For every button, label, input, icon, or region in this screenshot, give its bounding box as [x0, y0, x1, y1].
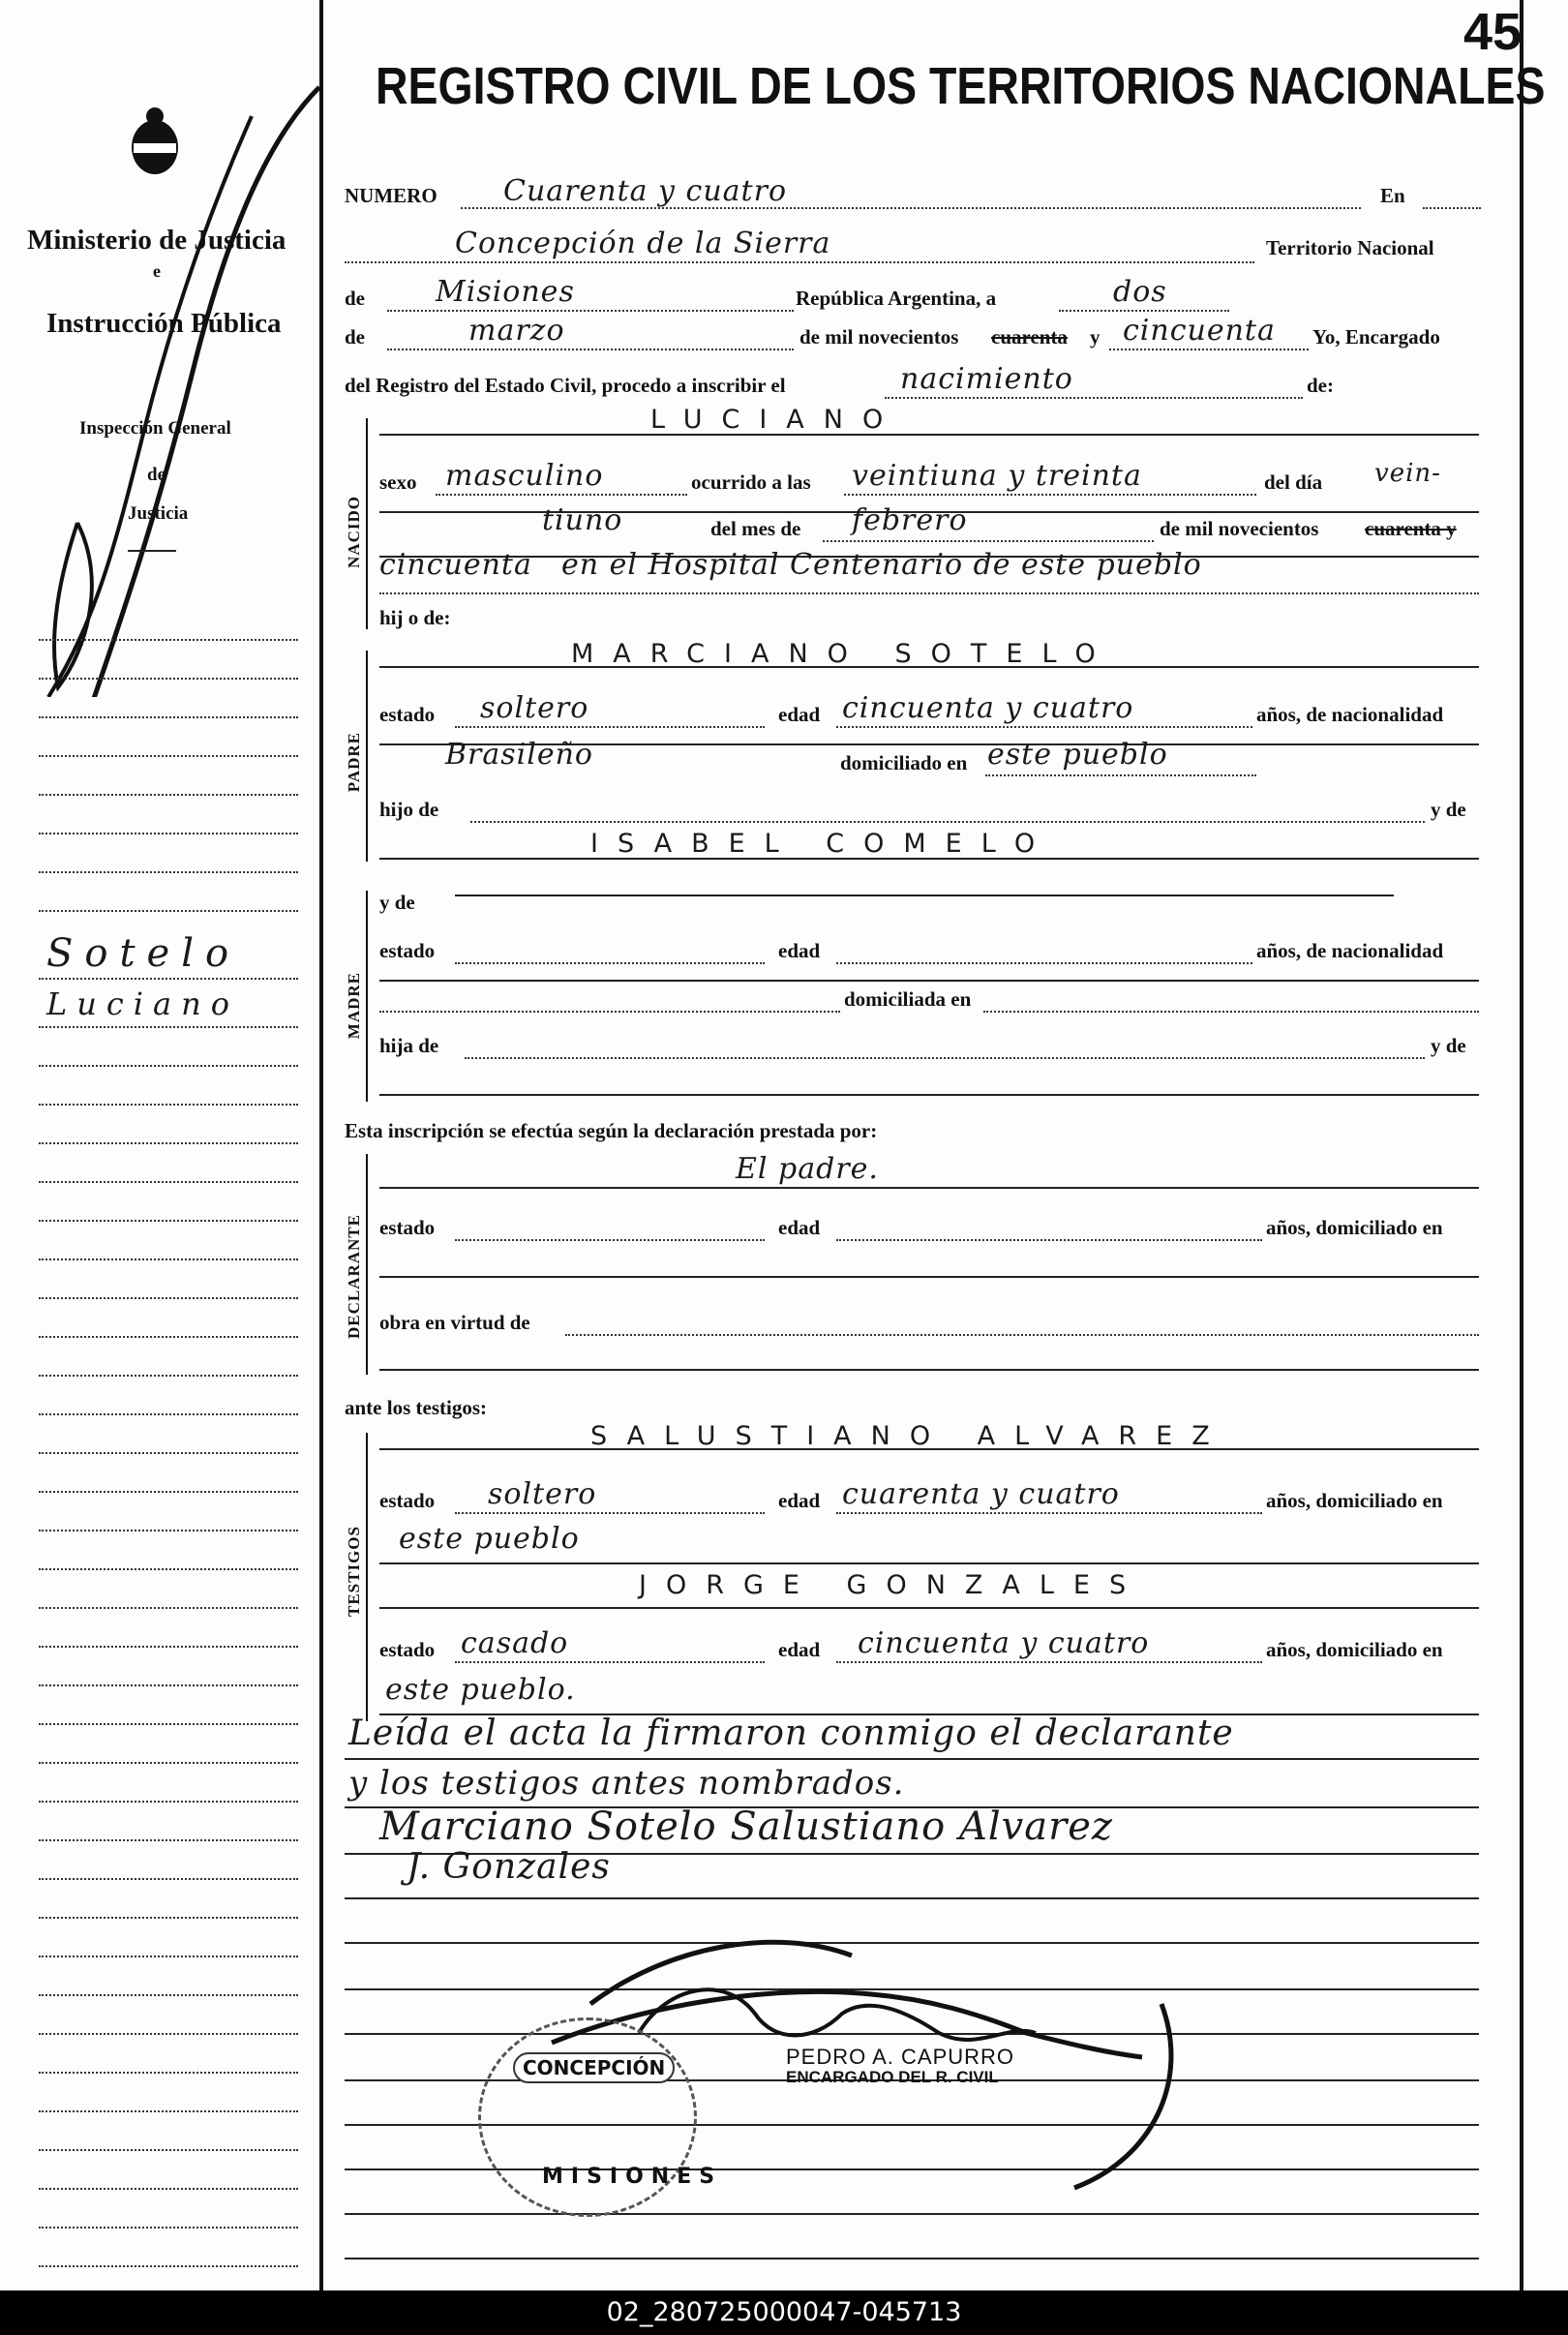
label-sexo: sexo	[379, 470, 417, 494]
dia-value-1: vein-	[1374, 459, 1441, 488]
closing-line-1: Leída el acta la firmaron conmigo el declarante	[348, 1713, 1234, 1753]
dia-registro-line	[1059, 310, 1229, 312]
territorio-line	[387, 310, 794, 312]
territorio-value: Misiones	[436, 275, 575, 309]
label-de-territorio: de	[345, 287, 365, 310]
rule	[345, 2213, 1479, 2215]
sidebar-dotted-line	[39, 2227, 298, 2229]
rule	[379, 1562, 1479, 1564]
label-cuarenta: cuarenta	[991, 325, 1068, 349]
sidebar-dotted-line	[39, 1026, 298, 1028]
label-padre-edad: edad	[778, 703, 821, 726]
rule	[379, 1607, 1479, 1609]
label-de-colon: de:	[1307, 374, 1334, 397]
sidebar-dotted-line	[39, 1723, 298, 1725]
sidebar-dotted-line	[39, 833, 298, 834]
label-de-mil: de mil novecientos	[799, 325, 959, 349]
sexo-line	[436, 494, 687, 496]
sidebar-dotted-line	[39, 1181, 298, 1183]
padre-domicilio-line	[985, 774, 1256, 776]
label-madre-hija-de: hija de	[379, 1034, 439, 1057]
sidebar-dotted-line	[39, 1413, 298, 1415]
label-madre-y-de: y de	[379, 891, 415, 914]
label-de-mil-2: de mil novecientos	[1160, 517, 1319, 540]
testigo2-edad-line	[836, 1661, 1262, 1663]
margin-signature-scribble	[19, 77, 339, 697]
label-testigo1-anios: años, domiciliado en	[1266, 1489, 1443, 1512]
madre-bracket	[366, 891, 368, 1102]
sidebar-dotted-line	[39, 2033, 298, 2035]
rule	[379, 980, 1479, 982]
label-hijo-de: hij o de:	[379, 606, 451, 629]
hora-value: veintiuna y treinta	[852, 459, 1142, 493]
page-number: 45	[1463, 3, 1523, 61]
label-del-registro: del Registro del Estado Civil, procedo a inscribir el	[345, 374, 786, 397]
sidebar-dotted-line	[39, 755, 298, 757]
sidebar-dotted-line	[39, 2265, 298, 2267]
declarante-edad-line	[836, 1239, 1262, 1241]
ministry-line-2: e	[153, 261, 161, 281]
madre-nombre-value: ISABEL COMELO	[590, 829, 1055, 859]
label-y: y	[1090, 325, 1101, 349]
rule	[455, 895, 1394, 896]
label-padre-hijo-de: hijo de	[379, 798, 439, 821]
sidebar-dotted-line	[39, 716, 298, 718]
sidebar-dotted-line	[39, 1801, 298, 1803]
label-obra: obra en virtud de	[379, 1311, 530, 1334]
padre-nacionalidad-value: Brasileño	[445, 738, 593, 772]
padre-bracket	[366, 651, 368, 862]
signatures-line: Marciano Sotelo Salustiano Alvarez	[379, 1804, 1113, 1849]
nombre-value: LUCIANO	[650, 405, 903, 435]
testigos-bracket	[366, 1433, 368, 1721]
testigo2-domicilio-value: este pueblo.	[385, 1673, 576, 1707]
testigo1-nombre-value: SALUSTIANO ALVAREZ	[590, 1421, 1229, 1451]
sidebar-dotted-line	[39, 1142, 298, 1144]
rule	[345, 1758, 1479, 1760]
sexo-value: masculino	[445, 459, 604, 493]
localidad-line	[345, 261, 1254, 263]
label-madre-edad: edad	[778, 939, 821, 962]
acto-line	[885, 397, 1303, 399]
madre-edad-line	[836, 962, 1252, 964]
mes-value: febrero	[852, 503, 968, 537]
section-madre: MADRE	[345, 972, 363, 1040]
label-testigo1-estado: estado	[379, 1489, 436, 1512]
sidebar-dotted-line	[39, 1530, 298, 1531]
sidebar-dotted-line	[39, 1297, 298, 1299]
lugar-line	[379, 592, 1479, 594]
inspection-line-2: de	[147, 465, 166, 485]
ministry-line-1: Ministerio de Justicia	[27, 225, 286, 256]
label-testigo1-edad: edad	[778, 1489, 821, 1512]
label-madre-domicilio: domiciliada en	[844, 987, 972, 1011]
closing-line-2: y los testigos antes nombrados.	[348, 1764, 905, 1803]
sidebar-dotted-line	[39, 1065, 298, 1067]
sidebar-dotted-line	[39, 1568, 298, 1570]
sidebar-surname: Sotelo	[46, 931, 241, 976]
sidebar-dotted-line	[39, 2072, 298, 2074]
obra-line	[565, 1334, 1479, 1336]
stamp-text-top: CONCEPCIÓN	[513, 2052, 675, 2083]
nacido-bracket	[366, 418, 368, 629]
sidebar-dotted-line	[39, 2110, 298, 2112]
document-code-bar: 02_280725000047-045713	[0, 2290, 1568, 2335]
label-numero: NUMERO	[345, 184, 437, 207]
sidebar-dotted-line	[39, 1452, 298, 1454]
rule	[379, 1187, 1479, 1189]
padre-hijo-line	[470, 821, 1425, 823]
label-cuarenta-y: cuarenta y	[1365, 517, 1457, 540]
sidebar-dotted-line	[39, 910, 298, 912]
padre-edad-value: cincuenta y cuatro	[842, 691, 1134, 725]
sidebar-dotted-line	[39, 2188, 298, 2190]
padre-estado-line	[455, 726, 765, 728]
madre-hija-line	[465, 1057, 1425, 1059]
ministry-line-3: Instrucción Pública	[46, 308, 282, 339]
label-declarante-estado: estado	[379, 1216, 436, 1239]
acto-value: nacimiento	[900, 362, 1073, 396]
testigo1-estado-value: soltero	[488, 1477, 597, 1511]
madre-estado-line	[455, 962, 765, 964]
declarante-bracket	[366, 1154, 368, 1375]
testigo2-estado-value: casado	[461, 1626, 569, 1660]
rule	[379, 1094, 1479, 1096]
dia-value-2: tiuno	[542, 503, 623, 537]
label-declarante-edad: edad	[778, 1216, 821, 1239]
sidebar-dotted-line	[39, 1839, 298, 1841]
sidebar-dotted-line	[39, 639, 298, 641]
right-border	[1520, 0, 1523, 2290]
declarante-estado-line	[455, 1239, 765, 1241]
sidebar-dotted-line	[39, 978, 298, 980]
sidebar-dotted-line	[39, 871, 298, 873]
sidebar-dotted-line	[39, 678, 298, 680]
testigo1-estado-line	[455, 1512, 765, 1514]
testigo1-domicilio-value: este pueblo	[399, 1522, 580, 1556]
declarante-value: El padre.	[736, 1152, 879, 1186]
label-en: En	[1380, 184, 1405, 207]
label-de-mes: de	[345, 325, 365, 349]
sidebar-dotted-line	[39, 1956, 298, 1957]
inspection-line-3: Justicia	[128, 503, 189, 524]
section-padre: PADRE	[345, 732, 363, 793]
testigo1-edad-line	[836, 1512, 1262, 1514]
label-madre-estado: estado	[379, 939, 436, 962]
sidebar-rule	[128, 550, 176, 552]
padre-edad-line	[836, 726, 1252, 728]
sidebar-given-name: Luciano	[46, 986, 239, 1022]
label-testigo2-anios: años, domiciliado en	[1266, 1638, 1443, 1661]
sidebar-dotted-line	[39, 1220, 298, 1222]
sidebar-dotted-line	[39, 1375, 298, 1377]
madre-nacionalidad-line	[379, 1011, 840, 1013]
label-territorio: Territorio Nacional	[1266, 236, 1434, 259]
label-yo: Yo, Encargado	[1312, 325, 1440, 349]
padre-domicilio-value: este pueblo	[987, 738, 1168, 772]
padre-nombre-value: MARCIANO SOTELO	[571, 639, 1115, 669]
numero-value: Cuarenta y cuatro	[503, 174, 788, 208]
mes-registro-value: marzo	[468, 314, 565, 348]
page-title: REGISTRO CIVIL DE LOS TERRITORIOS NACIONALES	[376, 57, 1546, 115]
officer-name: PEDRO A. CAPURRO	[786, 2045, 1015, 2069]
sidebar-dotted-line	[39, 1878, 298, 1880]
rule	[379, 1369, 1479, 1371]
testigo2-edad-value: cincuenta y cuatro	[858, 1626, 1150, 1660]
dia-registro-value: dos	[1113, 275, 1167, 309]
section-testigos: TESTIGOS	[345, 1526, 363, 1617]
label-madre-nacionalidad: años, de nacionalidad	[1256, 939, 1444, 962]
sidebar-dotted-line	[39, 1607, 298, 1609]
label-testigo2-estado: estado	[379, 1638, 436, 1661]
mes-registro-line	[387, 349, 794, 350]
sidebar-dotted-line	[39, 2149, 298, 2151]
testigo2-estado-line	[455, 1661, 765, 1663]
padre-estado-value: soltero	[480, 691, 589, 725]
label-padre-estado: estado	[379, 703, 436, 726]
anio-registro-value: cincuenta	[1123, 314, 1276, 348]
label-ocurrido: ocurrido a las	[691, 470, 811, 494]
label-padre-y-de: y de	[1431, 798, 1466, 821]
section-nacido: NACIDO	[345, 496, 363, 568]
label-padre-domicilio: domiciliado en	[840, 751, 968, 774]
mes-line	[823, 540, 1154, 542]
label-republica: República Argentina, a	[796, 287, 997, 310]
label-padre-nacionalidad: años, de nacionalidad	[1256, 703, 1444, 726]
testigo2-nombre-value: JORGE GONZALES	[639, 1570, 1146, 1600]
sidebar-dotted-line	[39, 1258, 298, 1260]
sidebar-dotted-line	[39, 1336, 298, 1338]
sidebar-dotted-line	[39, 1104, 298, 1106]
label-madre-y-de-2: y de	[1431, 1034, 1466, 1057]
inspection-line-1: Inspección General	[79, 418, 231, 439]
anio-registro-line	[1109, 349, 1309, 350]
en-line	[1423, 207, 1481, 209]
rule	[345, 2258, 1479, 2259]
sidebar-dotted-line	[39, 1684, 298, 1686]
label-testigo2-edad: edad	[778, 1638, 821, 1661]
anio-value: cincuenta	[379, 548, 532, 582]
sidebar-dotted-line	[39, 1491, 298, 1493]
testigo1-edad-value: cuarenta y cuatro	[842, 1477, 1120, 1511]
section-declarante: DECLARANTE	[345, 1214, 363, 1340]
stamp-text-bottom: MISIONES	[542, 2165, 723, 2189]
rule	[379, 434, 1479, 436]
rule	[379, 1276, 1479, 1278]
sidebar-dotted-line	[39, 1762, 298, 1764]
sidebar-dotted-line	[39, 1646, 298, 1648]
label-ante: ante los testigos:	[345, 1396, 487, 1419]
madre-domicilio-line	[983, 1011, 1479, 1013]
officer-title: ENCARGADO DEL R. CIVIL	[786, 2068, 999, 2086]
sidebar-dotted-line	[39, 794, 298, 796]
label-del-dia: del día	[1264, 470, 1323, 494]
lugar-value: en el Hospital Centenario de este pueblo	[561, 548, 1202, 582]
label-declaracion: Esta inscripción se efectúa según la declaración prestada por:	[345, 1119, 878, 1142]
label-del-mes: del mes de	[710, 517, 801, 540]
localidad-value: Concepción de la Sierra	[455, 227, 831, 260]
sidebar-dotted-line	[39, 1994, 298, 1996]
hora-line	[844, 494, 1256, 496]
sidebar-dotted-line	[39, 1917, 298, 1919]
label-declarante-anios: años, domiciliado en	[1266, 1216, 1443, 1239]
signature-jg: J. Gonzales	[407, 1847, 611, 1887]
